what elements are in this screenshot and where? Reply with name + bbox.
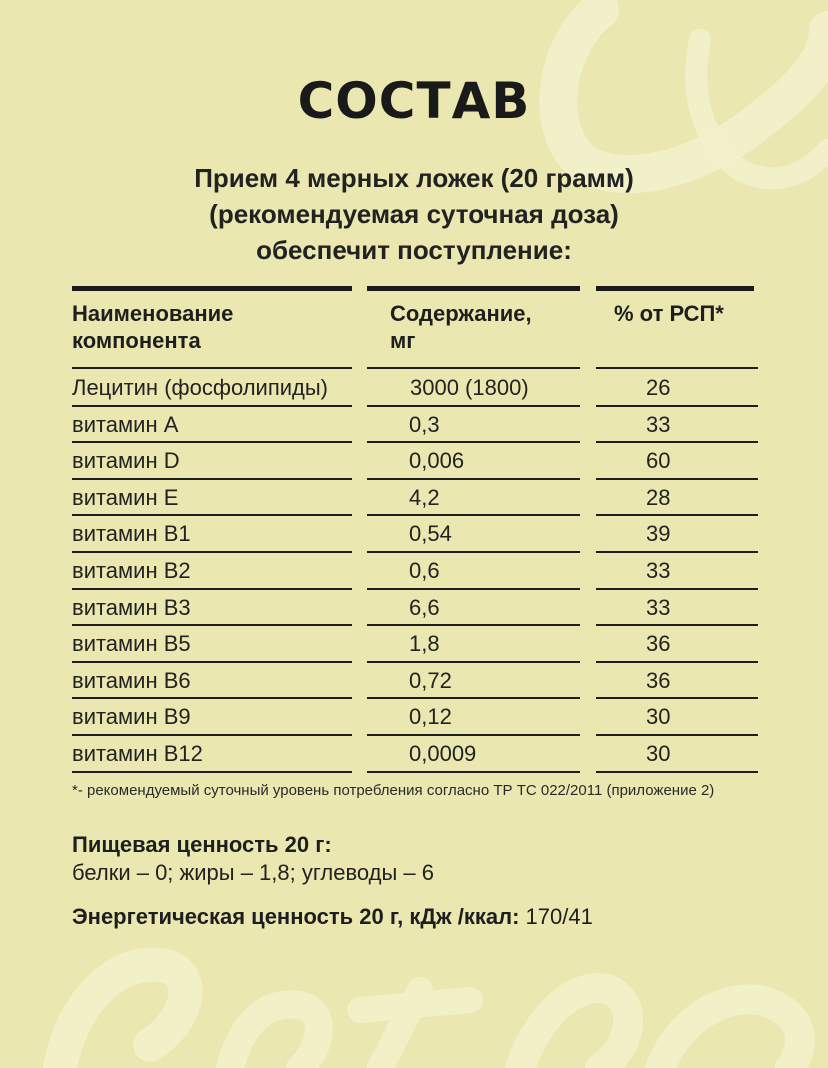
row-divider bbox=[367, 624, 580, 626]
row-rsp: 36 bbox=[646, 667, 671, 693]
row-rsp: 30 bbox=[646, 741, 671, 766]
subtitle bbox=[0, 160, 828, 268]
row-rsp: 28 bbox=[646, 484, 671, 510]
energy-label: Энергетическая ценность 20 г, кДж /ккал: bbox=[72, 904, 520, 929]
header-content-line-2: мг bbox=[390, 328, 416, 353]
header-name-line-1: Наименование bbox=[72, 301, 234, 326]
row-rsp: 39 bbox=[646, 521, 671, 547]
row-rsp: 33 bbox=[646, 558, 671, 583]
row-name: Лецитин (фосфолипиды) bbox=[72, 375, 329, 400]
header-rsp bbox=[614, 300, 724, 327]
footnote: *- рекомендуемый суточный уровень потребления согласно ТР ТС 022/2011 (приложение 2) bbox=[72, 782, 715, 799]
row-rsp: 33 bbox=[646, 411, 671, 437]
energy-number: 170/41 bbox=[525, 904, 593, 929]
row-divider bbox=[596, 551, 758, 553]
row-name: витамин В6 bbox=[72, 667, 191, 693]
row-divider bbox=[367, 661, 580, 663]
row-divider bbox=[367, 478, 580, 480]
row-divider bbox=[367, 551, 580, 553]
row-name: витамин А bbox=[72, 411, 179, 437]
row-divider bbox=[596, 514, 758, 516]
subtitle-line-2: (рекомендуемая суточная доза) bbox=[209, 199, 619, 229]
header-bar-rsp bbox=[596, 286, 754, 291]
row-name: витамин D bbox=[72, 448, 180, 474]
header-bar-name bbox=[72, 286, 352, 291]
row-content: 4,2 bbox=[409, 484, 440, 510]
row-divider bbox=[596, 771, 758, 773]
row-name: витамин В2 bbox=[72, 558, 191, 583]
row-divider bbox=[367, 441, 580, 443]
row-divider bbox=[596, 697, 758, 699]
row-rsp: 60 bbox=[646, 448, 671, 474]
row-content: 6,6 bbox=[409, 594, 440, 620]
row-content: 0,72 bbox=[409, 667, 452, 693]
row-content: 0,12 bbox=[409, 704, 452, 730]
row-divider bbox=[596, 405, 758, 407]
row-divider bbox=[367, 405, 580, 407]
subtitle-line-1: Прием 4 мерных ложек (20 грамм) bbox=[194, 163, 634, 193]
row-rsp: 26 bbox=[646, 375, 671, 400]
subtitle-line-3: обеспечит поступление: bbox=[256, 235, 572, 265]
row-divider bbox=[596, 624, 758, 626]
nutrition-values: белки – 0; жиры – 1,8; углеводы – 6 bbox=[72, 860, 435, 885]
row-divider bbox=[596, 734, 758, 736]
row-name: витамин В5 bbox=[72, 631, 191, 657]
row-rsp: 36 bbox=[646, 631, 671, 657]
header-content bbox=[390, 300, 532, 354]
header-bar-content bbox=[367, 286, 580, 291]
energy-value bbox=[72, 904, 593, 930]
row-content: 0,54 bbox=[409, 521, 452, 547]
row-name: витамин В1 bbox=[72, 521, 191, 547]
row-divider bbox=[596, 478, 758, 480]
row-divider bbox=[596, 588, 758, 590]
row-name: витамин В3 bbox=[72, 594, 191, 620]
row-divider bbox=[367, 514, 580, 516]
row-divider bbox=[596, 441, 758, 443]
row-name: витамин Е bbox=[72, 484, 179, 510]
header-content-line-1: Содержание, bbox=[390, 301, 532, 326]
row-divider bbox=[367, 697, 580, 699]
header-name-line-2: компонента bbox=[72, 328, 201, 353]
row-divider bbox=[72, 771, 352, 773]
row-rsp: 30 bbox=[646, 704, 671, 730]
header-divider-rsp bbox=[596, 367, 758, 369]
header-name bbox=[72, 300, 233, 354]
row-rsp: 33 bbox=[646, 594, 671, 620]
row-divider bbox=[367, 771, 580, 773]
row-content: 0,3 bbox=[409, 411, 440, 437]
row-content: 0,006 bbox=[409, 448, 465, 474]
row-content: 1,8 bbox=[409, 631, 440, 657]
header-divider-content bbox=[367, 367, 580, 369]
row-divider bbox=[367, 588, 580, 590]
row-divider bbox=[596, 661, 758, 663]
header-rsp-label: % от РСП* bbox=[614, 301, 724, 326]
row-content: 0,0009 bbox=[409, 741, 477, 766]
header-divider-name bbox=[72, 367, 352, 369]
row-content: 0,6 bbox=[409, 558, 440, 583]
nutrition-title: Пищевая ценность 20 г: bbox=[72, 832, 332, 857]
row-name: витамин В9 bbox=[72, 704, 191, 730]
row-name: витамин В12 bbox=[72, 741, 203, 766]
page-title: СОСТАВ bbox=[297, 72, 531, 130]
row-content: 3000 (1800) bbox=[410, 375, 529, 400]
